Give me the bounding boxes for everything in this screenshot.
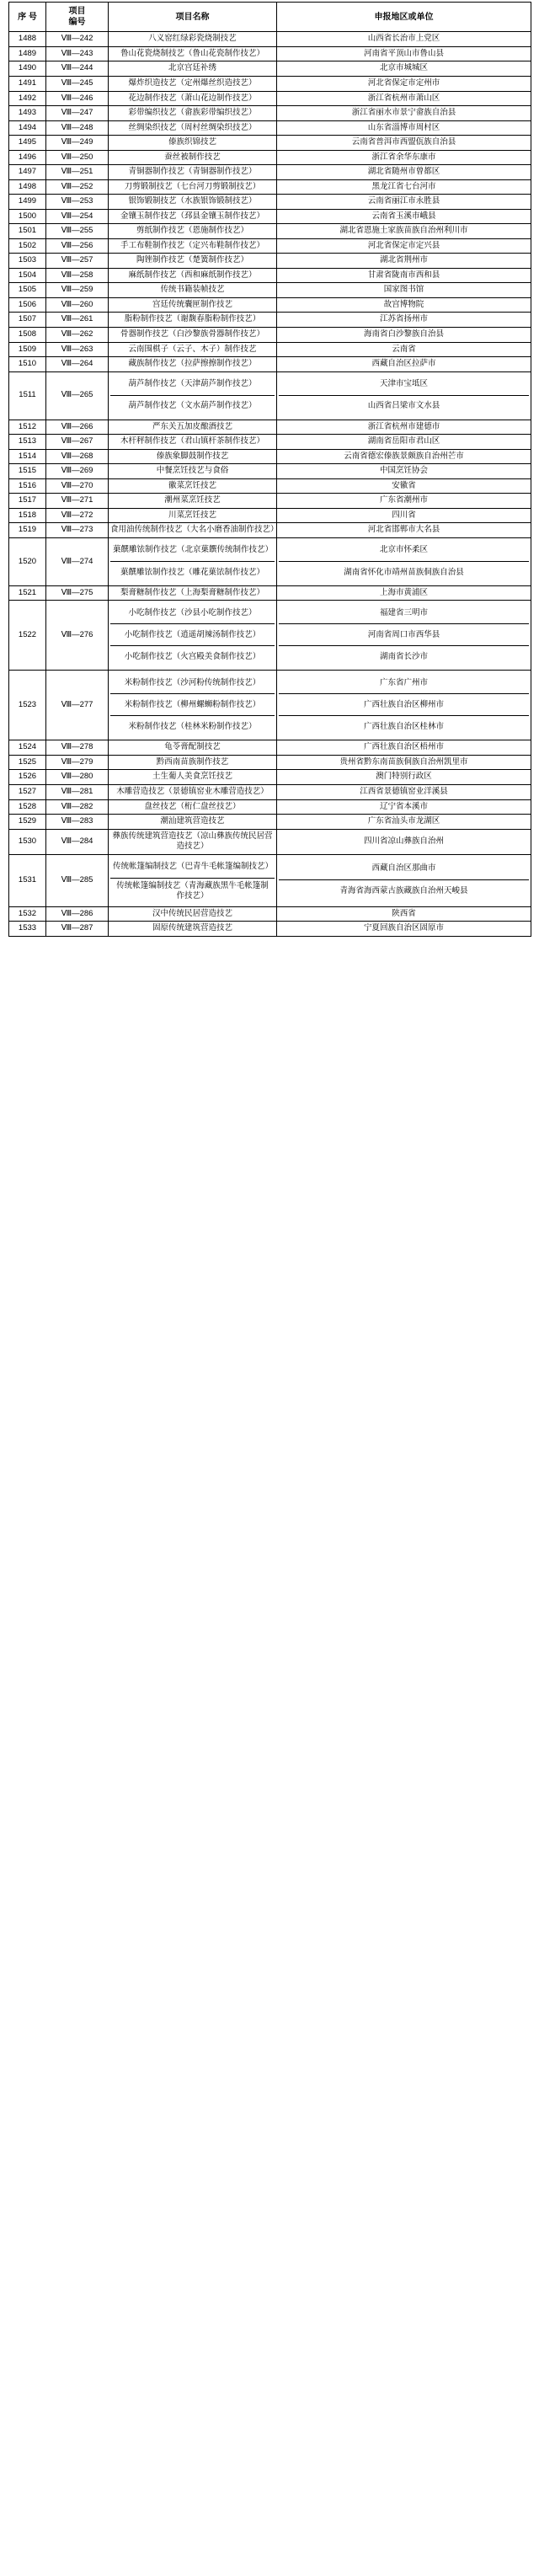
cell-project-name-part: 菓饌雕饻制作技艺（雕花菓饻制作技艺） — [120, 567, 264, 577]
cell-project-code: Ⅷ—242 — [46, 32, 109, 47]
table-row — [9, 165, 531, 180]
table-row — [9, 195, 531, 210]
cell-declaring-unit: 浙江省杭州市建德市 — [277, 420, 531, 435]
column-header-code-line2: 编号 — [68, 18, 86, 28]
cell-serial-number: 1509 — [9, 342, 46, 357]
cell-project-name: 傣族象脚鼓制作技艺 — [109, 449, 277, 464]
cell-project-name: 花边制作技艺（萧山花边制作技艺） — [109, 91, 277, 106]
cell-project-name: 云南围棋子（云子、木子）制作技艺 — [109, 342, 277, 357]
cell-project-name: 刀剪锻制技艺（七台河刀剪锻制技艺） — [109, 179, 277, 195]
table-row — [9, 91, 531, 106]
table-row — [9, 179, 531, 195]
table-row — [9, 32, 531, 47]
cell-serial-number: 1513 — [9, 435, 46, 450]
cell-declaring-unit: 中国烹饪协会 — [277, 464, 531, 479]
cell-declaring-unit: 广东省汕头市龙湖区 — [277, 815, 531, 830]
cell-declaring-unit-part: 广西壮族自治区桂林市 — [363, 722, 444, 732]
cell-project-code: Ⅷ—285 — [46, 854, 109, 906]
cell-project-code: Ⅷ—271 — [46, 494, 109, 509]
cell-declaring-unit-part: 福建省三明市 — [279, 602, 529, 624]
table-row — [9, 854, 531, 906]
cell-project-code: Ⅷ—250 — [46, 150, 109, 165]
table-row — [9, 922, 531, 937]
cell-declaring-unit: 西藏自治区拉萨市 — [277, 357, 531, 372]
cell-serial-number: 1506 — [9, 297, 46, 313]
cell-serial-number: 1499 — [9, 195, 46, 210]
cell-project-name: 梨膏糖制作技艺（上海梨膏糖制作技艺） — [109, 585, 277, 601]
table-row — [9, 585, 531, 601]
cell-project-name-part: 米粉制作技艺（沙河粉传统制作技艺） — [110, 672, 275, 694]
table-row — [9, 224, 531, 239]
table-row — [9, 464, 531, 479]
cell-serial-number: 1528 — [9, 799, 46, 815]
cell-project-name: 鲁山花瓷烧制技艺（鲁山花瓷制作技艺） — [109, 46, 277, 61]
cell-project-code: Ⅷ—243 — [46, 46, 109, 61]
table-header-row — [9, 3, 531, 32]
cell-serial-number: 1522 — [9, 601, 46, 671]
cell-project-code: Ⅷ—262 — [46, 328, 109, 343]
cell-project-code: Ⅷ—276 — [46, 601, 109, 671]
cell-project-code: Ⅷ—280 — [46, 770, 109, 785]
cell-declaring-unit: 湖北省恩施土家族苗族自治州利川市 — [277, 224, 531, 239]
cell-project-code: Ⅷ—264 — [46, 357, 109, 372]
cell-serial-number: 1531 — [9, 854, 46, 906]
cell-project-name — [109, 601, 277, 671]
cell-project-name: 宫廷传统囊匣制作技艺 — [109, 297, 277, 313]
cell-serial-number: 1512 — [9, 420, 46, 435]
cell-project-name: 麻纸制作技艺（西和麻纸制作技艺） — [109, 268, 277, 283]
cell-declaring-unit — [277, 371, 531, 420]
cell-project-name: 藏族制作技艺（拉萨擦擦制作技艺） — [109, 357, 277, 372]
cell-project-name: 北京宫廷补绣 — [109, 61, 277, 77]
table-row — [9, 313, 531, 328]
cell-project-name-part: 葫芦制作技艺（天津葫芦制作技艺） — [110, 374, 275, 396]
cell-declaring-unit-part: 青海省海西蒙古族藏族自治州天峻县 — [339, 885, 468, 895]
cell-project-name-part: 传统帐篷编制技艺（巴青牛毛帐篷编制技艺） — [110, 857, 275, 879]
cell-project-name: 八义窑红绿彩瓷烧制技艺 — [109, 32, 277, 47]
cell-serial-number: 1519 — [9, 523, 46, 538]
cell-project-code: Ⅷ—267 — [46, 435, 109, 450]
cell-declaring-unit: 山东省淄博市周村区 — [277, 120, 531, 136]
cell-declaring-unit: 甘肃省陇南市西和县 — [277, 268, 531, 283]
table-row — [9, 815, 531, 830]
cell-serial-number: 1490 — [9, 61, 46, 77]
cell-serial-number: 1502 — [9, 238, 46, 254]
cell-project-name: 丝绸染织技艺（周村丝绸染织技艺） — [109, 120, 277, 136]
table-row — [9, 508, 531, 523]
cell-project-code: Ⅷ—247 — [46, 106, 109, 121]
cell-project-code: Ⅷ—252 — [46, 179, 109, 195]
cell-project-name: 青铜器制作技艺（青铜器制作技艺） — [109, 165, 277, 180]
cell-declaring-unit: 陕西省 — [277, 906, 531, 922]
table-row — [9, 120, 531, 136]
cell-serial-number: 1497 — [9, 165, 46, 180]
cell-declaring-unit: 河北省邯郸市大名县 — [277, 523, 531, 538]
cell-serial-number: 1524 — [9, 740, 46, 756]
cell-project-name: 脂粉制作技艺（谢馥春脂粉制作技艺） — [109, 313, 277, 328]
table-row — [9, 449, 531, 464]
table-row — [9, 671, 531, 740]
table-row — [9, 435, 531, 450]
cell-project-name: 食用油传统制作技艺（大名小磨香油制作技艺） — [109, 523, 277, 538]
cell-project-name: 彝族传统建筑营造技艺（凉山彝族传统民居营造技艺） — [109, 829, 277, 854]
cell-declaring-unit-part: 河南省周口市西华县 — [279, 624, 529, 646]
cell-declaring-unit: 河南省平顶山市鲁山县 — [277, 46, 531, 61]
cell-project-code: Ⅷ—246 — [46, 91, 109, 106]
cell-serial-number: 1516 — [9, 478, 46, 494]
cell-serial-number: 1511 — [9, 371, 46, 420]
cell-serial-number: 1491 — [9, 76, 46, 91]
cell-serial-number: 1498 — [9, 179, 46, 195]
cell-project-code: Ⅷ—282 — [46, 799, 109, 815]
cell-declaring-unit: 安徽省 — [277, 478, 531, 494]
cell-declaring-unit: 上海市黄浦区 — [277, 585, 531, 601]
cell-project-code: Ⅷ—263 — [46, 342, 109, 357]
cell-project-code: Ⅷ—261 — [46, 313, 109, 328]
cell-serial-number: 1517 — [9, 494, 46, 509]
table-row — [9, 61, 531, 77]
cell-project-name: 木雕营造技艺（景德镇窑业木雕营造技艺） — [109, 784, 277, 799]
table-row — [9, 799, 531, 815]
cell-declaring-unit: 国家图书馆 — [277, 283, 531, 298]
cell-project-code: Ⅷ—279 — [46, 755, 109, 770]
cell-project-name: 骨器制作技艺（白沙黎族骨器制作技艺） — [109, 328, 277, 343]
cell-project-code: Ⅷ—272 — [46, 508, 109, 523]
table-row — [9, 268, 531, 283]
cell-project-name-part: 传统帐篷编制技艺（青海藏族黑牛毛帐篷制作技艺） — [116, 880, 269, 901]
cell-project-code: Ⅷ—244 — [46, 61, 109, 77]
table-row — [9, 328, 531, 343]
cell-declaring-unit: 云南省丽江市永胜县 — [277, 195, 531, 210]
cell-declaring-unit: 湖南省岳阳市君山区 — [277, 435, 531, 450]
cell-declaring-unit: 河北省保定市定州市 — [277, 76, 531, 91]
cell-project-name: 彩带编织技艺（畲族彩带编织技艺） — [109, 106, 277, 121]
cell-serial-number: 1495 — [9, 136, 46, 151]
table-row — [9, 740, 531, 756]
cell-declaring-unit — [277, 537, 531, 585]
column-header-no: 序 号 — [9, 3, 46, 32]
table-row — [9, 209, 531, 224]
cell-declaring-unit: 四川省凉山彝族自治州 — [277, 829, 531, 854]
cell-serial-number: 1521 — [9, 585, 46, 601]
cell-project-name-part: 葫芦制作技艺（文水葫芦制作技艺） — [128, 401, 257, 411]
cell-project-name: 金镶玉制作技艺（邳县金镶玉制作技艺） — [109, 209, 277, 224]
cell-project-name: 傣族织锦技艺 — [109, 136, 277, 151]
cell-serial-number: 1503 — [9, 254, 46, 269]
table-header — [9, 3, 531, 32]
cell-project-name: 黔西南苗族制作技艺 — [109, 755, 277, 770]
cell-project-name: 手工布鞋制作技艺（定兴布鞋制作技艺） — [109, 238, 277, 254]
cell-project-code: Ⅷ—278 — [46, 740, 109, 756]
cell-project-name: 剪纸制作技艺（恩施制作技艺） — [109, 224, 277, 239]
cell-project-code: Ⅷ—260 — [46, 297, 109, 313]
cell-project-code: Ⅷ—266 — [46, 420, 109, 435]
cell-project-name: 潮汕建筑营造技艺 — [109, 815, 277, 830]
cell-declaring-unit-part: 广东省广州市 — [279, 672, 529, 694]
cell-project-name-part: 小吃制作技艺（逍遥胡辣汤制作技艺） — [110, 624, 275, 646]
cell-declaring-unit: 广东省潮州市 — [277, 494, 531, 509]
cell-declaring-unit: 江西省景德镇窑业洋溪县 — [277, 784, 531, 799]
column-header-code-line1: 项目 — [68, 7, 86, 16]
cell-serial-number: 1514 — [9, 449, 46, 464]
cell-serial-number: 1533 — [9, 922, 46, 937]
cell-project-code: Ⅷ—251 — [46, 165, 109, 180]
table-row — [9, 357, 531, 372]
cell-declaring-unit: 四川省 — [277, 508, 531, 523]
cell-declaring-unit: 广西壮族自治区梧州市 — [277, 740, 531, 756]
cell-project-name: 汉中传统民居营造技艺 — [109, 906, 277, 922]
cell-declaring-unit: 故宫博物院 — [277, 297, 531, 313]
cell-serial-number: 1507 — [9, 313, 46, 328]
table-body — [9, 32, 531, 936]
cell-project-name: 蚕丝被制作技艺 — [109, 150, 277, 165]
cell-serial-number: 1515 — [9, 464, 46, 479]
cell-project-name: 川菜烹饪技艺 — [109, 508, 277, 523]
cell-project-name: 陶锉制作技艺（楚簧制作技艺） — [109, 254, 277, 269]
table-row — [9, 46, 531, 61]
cell-project-code: Ⅷ—255 — [46, 224, 109, 239]
table-row — [9, 254, 531, 269]
cell-serial-number: 1520 — [9, 537, 46, 585]
cell-project-name-part: 米粉制作技艺（桂林米粉制作技艺） — [128, 722, 257, 732]
cell-serial-number: 1530 — [9, 829, 46, 854]
cell-declaring-unit: 云南省玉溪市峨县 — [277, 209, 531, 224]
table-row — [9, 906, 531, 922]
cell-serial-number: 1488 — [9, 32, 46, 47]
cell-declaring-unit: 云南省 — [277, 342, 531, 357]
cell-project-code: Ⅷ—245 — [46, 76, 109, 91]
cell-project-code: Ⅷ—249 — [46, 136, 109, 151]
cell-declaring-unit: 湖北省荆州市 — [277, 254, 531, 269]
cell-serial-number: 1510 — [9, 357, 46, 372]
cell-project-name: 固原传统建筑营造技艺 — [109, 922, 277, 937]
cell-serial-number: 1505 — [9, 283, 46, 298]
table-row — [9, 784, 531, 799]
table-row — [9, 420, 531, 435]
cell-declaring-unit-part: 湖南省长沙市 — [379, 652, 428, 662]
cell-project-name-part: 菓饌雕饻制作技艺（北京菓饌传统制作技艺） — [110, 540, 275, 562]
cell-declaring-unit: 辽宁省本溪市 — [277, 799, 531, 815]
cell-project-code: Ⅷ—277 — [46, 671, 109, 740]
cell-declaring-unit-part: 湖南省怀化市靖州苗族侗族自治县 — [344, 567, 464, 577]
column-header-unit: 申报地区或单位 — [277, 3, 531, 32]
cell-project-name: 爆炸织造技艺（定州爆丝织造技艺） — [109, 76, 277, 91]
cell-project-name: 中餐烹饪技艺与食俗 — [109, 464, 277, 479]
cell-declaring-unit — [277, 854, 531, 906]
cell-serial-number: 1492 — [9, 91, 46, 106]
cell-project-code: Ⅷ—275 — [46, 585, 109, 601]
cell-declaring-unit: 浙江省杭州市萧山区 — [277, 91, 531, 106]
cell-project-name: 盘丝技艺（桁仁盘丝技艺） — [109, 799, 277, 815]
cell-project-code: Ⅷ—256 — [46, 238, 109, 254]
cell-project-name — [109, 537, 277, 585]
cell-serial-number: 1500 — [9, 209, 46, 224]
cell-serial-number: 1527 — [9, 784, 46, 799]
cell-declaring-unit-part: 广西壮族自治区柳州市 — [279, 694, 529, 716]
cell-project-name: 严东关五加皮酿酒技艺 — [109, 420, 277, 435]
cell-project-code: Ⅷ—284 — [46, 829, 109, 854]
cell-serial-number: 1489 — [9, 46, 46, 61]
table-row — [9, 478, 531, 494]
cell-serial-number: 1525 — [9, 755, 46, 770]
cell-project-name-part: 米粉制作技艺（柳州螺蛳粉制作技艺） — [110, 694, 275, 716]
cell-serial-number: 1523 — [9, 671, 46, 740]
cell-declaring-unit-part: 天津市宝坻区 — [279, 374, 529, 396]
cell-serial-number: 1532 — [9, 906, 46, 922]
cell-project-name-part: 小吃制作技艺（火宫殿美食制作技艺） — [124, 652, 261, 662]
table-row — [9, 770, 531, 785]
table-row — [9, 523, 531, 538]
cell-project-code: Ⅷ—283 — [46, 815, 109, 830]
cell-project-name: 龟苓膏配制技艺 — [109, 740, 277, 756]
cell-declaring-unit: 湖北省随州市曾都区 — [277, 165, 531, 180]
table-row — [9, 494, 531, 509]
cell-declaring-unit-part: 西藏自治区那曲市 — [279, 858, 529, 880]
cell-project-code: Ⅷ—258 — [46, 268, 109, 283]
cell-project-code: Ⅷ—273 — [46, 523, 109, 538]
table-row — [9, 342, 531, 357]
cell-declaring-unit-part: 北京市怀柔区 — [279, 540, 529, 562]
table-row — [9, 371, 531, 420]
cell-declaring-unit: 云南省普洱市西盟佤族自治县 — [277, 136, 531, 151]
cell-declaring-unit: 贵州省黔东南苗族侗族自治州凯里市 — [277, 755, 531, 770]
cell-project-name-part: 小吃制作技艺（沙县小吃制作技艺） — [110, 602, 275, 624]
table-row — [9, 106, 531, 121]
cell-project-code: Ⅷ—268 — [46, 449, 109, 464]
table-row — [9, 601, 531, 671]
table-row — [9, 136, 531, 151]
table-row — [9, 238, 531, 254]
cell-project-name — [109, 371, 277, 420]
cell-declaring-unit: 海南省白沙黎族自治县 — [277, 328, 531, 343]
cell-serial-number: 1526 — [9, 770, 46, 785]
cell-declaring-unit-part: 山西省吕梁市文水县 — [367, 401, 440, 411]
table-row — [9, 829, 531, 854]
cell-declaring-unit: 澳门特别行政区 — [277, 770, 531, 785]
column-header-name: 项目名称 — [109, 3, 277, 32]
cell-project-code: Ⅷ—274 — [46, 537, 109, 585]
document-page — [0, 2, 539, 937]
cell-project-name: 土生葡人美食烹饪技艺 — [109, 770, 277, 785]
cell-serial-number: 1496 — [9, 150, 46, 165]
cell-project-code: Ⅷ—281 — [46, 784, 109, 799]
cell-project-name: 潮州菜烹饪技艺 — [109, 494, 277, 509]
cell-project-code: Ⅷ—265 — [46, 371, 109, 420]
table-row — [9, 76, 531, 91]
cell-serial-number: 1494 — [9, 120, 46, 136]
cell-project-name — [109, 671, 277, 740]
table-row — [9, 150, 531, 165]
cell-declaring-unit: 浙江省余华东康市 — [277, 150, 531, 165]
cell-project-name: 传统书籍装帧技艺 — [109, 283, 277, 298]
cell-project-code: Ⅷ—254 — [46, 209, 109, 224]
cell-serial-number: 1518 — [9, 508, 46, 523]
cell-project-name: 银饰锻制技艺（水族银饰锻制技艺） — [109, 195, 277, 210]
cell-project-code: Ⅷ—257 — [46, 254, 109, 269]
cell-declaring-unit — [277, 671, 531, 740]
cell-declaring-unit — [277, 601, 531, 671]
cell-serial-number: 1508 — [9, 328, 46, 343]
cell-declaring-unit: 北京市城城区 — [277, 61, 531, 77]
cell-project-name: 徽菜烹饪技艺 — [109, 478, 277, 494]
cell-project-code: Ⅷ—269 — [46, 464, 109, 479]
cell-serial-number: 1501 — [9, 224, 46, 239]
table-row — [9, 537, 531, 585]
cell-project-code: Ⅷ—253 — [46, 195, 109, 210]
cell-serial-number: 1529 — [9, 815, 46, 830]
table-row — [9, 283, 531, 298]
cell-project-name — [109, 854, 277, 906]
cell-project-code: Ⅷ—259 — [46, 283, 109, 298]
table-row — [9, 755, 531, 770]
table-row — [9, 297, 531, 313]
cell-declaring-unit: 江苏省扬州市 — [277, 313, 531, 328]
cell-project-name: 木杆秤制作技艺（君山镇杆茶制作技艺） — [109, 435, 277, 450]
cell-project-code: Ⅷ—287 — [46, 922, 109, 937]
cell-declaring-unit: 河北省保定市定兴县 — [277, 238, 531, 254]
cell-project-code: Ⅷ—270 — [46, 478, 109, 494]
cell-project-code: Ⅷ—286 — [46, 906, 109, 922]
cell-declaring-unit: 浙江省丽水市景宁畲族自治县 — [277, 106, 531, 121]
heritage-items-table — [8, 2, 531, 937]
cell-project-code: Ⅷ—248 — [46, 120, 109, 136]
cell-declaring-unit: 黑龙江省七台河市 — [277, 179, 531, 195]
cell-declaring-unit: 云南省德宏傣族景颇族自治州芒市 — [277, 449, 531, 464]
cell-serial-number: 1493 — [9, 106, 46, 121]
cell-declaring-unit: 宁夏回族自治区固原市 — [277, 922, 531, 937]
cell-declaring-unit: 山西省长治市上党区 — [277, 32, 531, 47]
column-header-code — [46, 3, 109, 32]
cell-serial-number: 1504 — [9, 268, 46, 283]
